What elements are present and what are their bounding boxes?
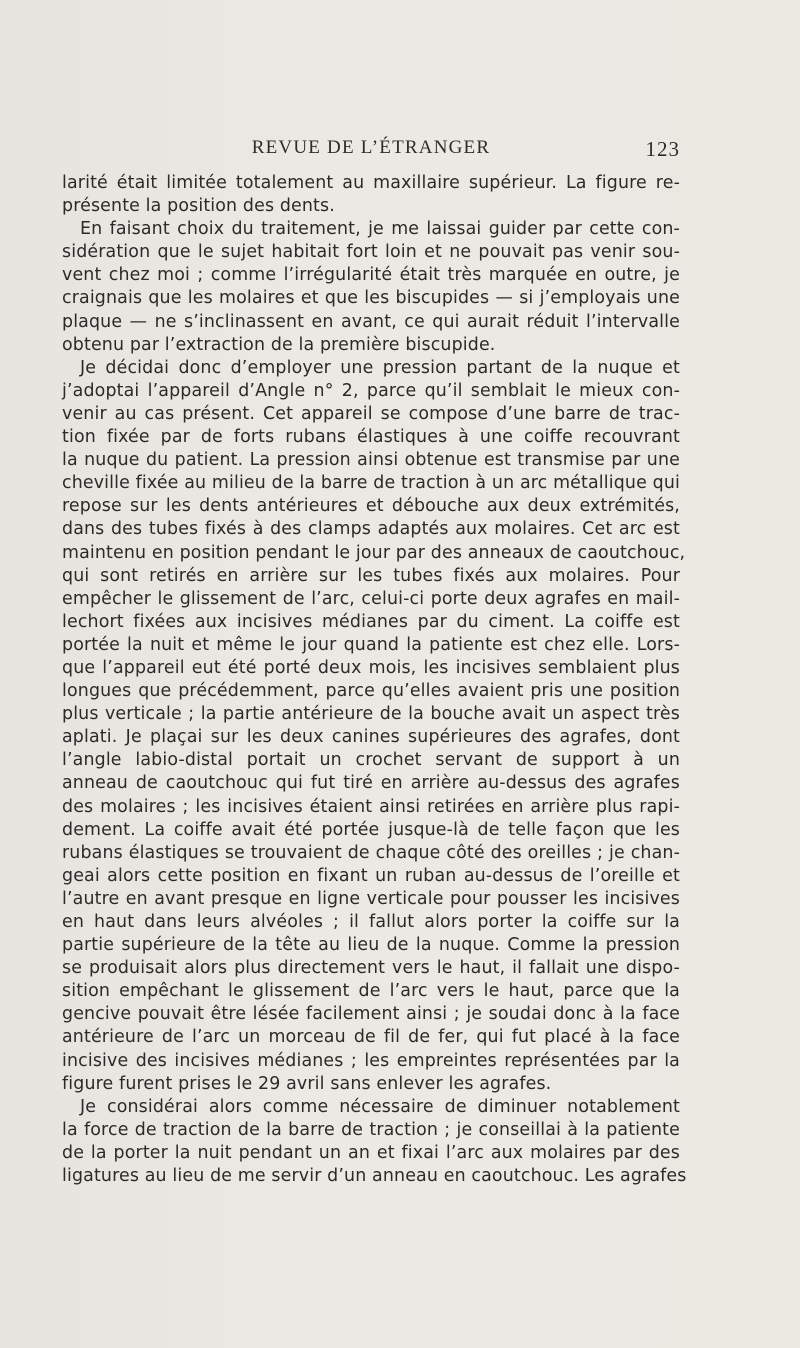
- text-line: dans des tubes fixés à des clamps adaptés aux molaires. Cet arc est: [62, 519, 680, 540]
- text-line: partie supérieure de la tête au lieu de la nuque. Comme la pression: [62, 935, 680, 956]
- text-line: lechort fixées aux incisives médianes par du ciment. La coiffe est: [62, 611, 680, 632]
- text-line: l’angle labio-distal portait un crochet servant de support à un: [62, 750, 680, 771]
- text-line: tion fixée par de forts rubans élastiques à une coiffe recouvrant: [62, 427, 680, 448]
- text-line: sition empêchant le glissement de l’arc vers le haut, parce que la: [62, 981, 680, 1002]
- text-line: repose sur les dents antérieures et débouche aux deux extrémités,: [62, 496, 680, 517]
- text-line: de la porter la nuit pendant un an et fixai l’arc aux molaires par des: [62, 1142, 680, 1163]
- text-line: vent chez moi ; comme l’irrégularité était très marquée en outre, je: [62, 265, 680, 286]
- text-line: que l’appareil eut été porté deux mois, les incisives semblaient plus: [62, 657, 680, 678]
- text-line: la nuque du patient. La pression ainsi obtenue est transmise par une: [62, 450, 680, 471]
- text-line: gencive pouvait être lésée facilement ainsi ; je soudai donc à la face: [62, 1004, 680, 1025]
- text-line: portée la nuit et même le jour quand la patiente est chez elle. Lors-: [62, 634, 680, 655]
- text-line: j’adoptai l’appareil d’Angle n° 2, parce qu’il semblait le mieux con-: [62, 380, 680, 401]
- text-line: obtenu par l’extraction de la première biscupide.: [62, 334, 496, 355]
- text-line: plaque — ne s’inclinassent en avant, ce qui aurait réduit l’intervalle: [62, 311, 680, 332]
- text-line: présente la position des dents.: [62, 196, 335, 217]
- text-line: craignais que les molaires et que les biscupides — si j’employais une: [62, 288, 680, 309]
- text-line: anneau de caoutchouc qui fut tiré en arrière au-dessus des agrafes: [62, 773, 680, 794]
- text-line: incisive des incisives médianes ; les empreintes représentées par la: [62, 1050, 680, 1071]
- text-line: plus verticale ; la partie antérieure de la bouche avait un aspect très: [62, 704, 680, 725]
- text-line: se produisait alors plus directement vers le haut, il fallait une dispo-: [62, 958, 680, 979]
- text-line: l’autre en avant presque en ligne verticale pour pousser les incisives: [62, 888, 680, 909]
- text-line: antérieure de l’arc un morceau de fil de fer, qui fut placé à la face: [62, 1027, 680, 1048]
- text-line: longues que précédemment, parce qu’elles avaient pris une position: [62, 681, 680, 702]
- text-line: cheville fixée au milieu de la barre de traction à un arc métallique qui: [62, 473, 680, 494]
- page-number: 123: [645, 137, 680, 161]
- text-line: dement. La coiffe avait été portée jusque-là de telle façon que les: [62, 819, 680, 840]
- text-line: geai alors cette position en fixant un ruban au-dessus de l’oreille et: [62, 865, 680, 886]
- text-line: en haut dans leurs alvéoles ; il fallut alors porter la coiffe sur la: [62, 912, 680, 932]
- text-line: En faisant choix du traitement, je me laissai guider par cette con-: [80, 219, 680, 240]
- text-line: figure furent prises le 29 avril sans enlever les agrafes.: [62, 1073, 552, 1094]
- text-line: Je décidai donc d’employer une pression partant de la nuque et: [80, 357, 680, 378]
- text-line: ligatures au lieu de me servir d’un anneau en caoutchouc. Les agrafes: [62, 1166, 687, 1187]
- text-line: rubans élastiques se trouvaient de chaque côté des oreilles ; je chan-: [62, 842, 680, 863]
- text-line: aplati. Je plaçai sur les deux canines supérieures des agrafes, dont: [62, 727, 680, 748]
- text-line: maintenu en position pendant le jour par des anneaux de caoutchouc,: [62, 542, 686, 563]
- text-line: larité était limitée totalement au maxillaire supérieur. La figure re-: [62, 173, 680, 193]
- text-line: empêcher le glissement de l’arc, celui-ci porte deux agrafes en mail-: [62, 588, 680, 609]
- page-header: [62, 137, 680, 167]
- running-title: REVUE DE L’ÉTRANGER: [251, 137, 491, 158]
- text-line: des molaires ; les incisives étaient ainsi retirées en arrière plus rapi-: [62, 796, 680, 817]
- text-line: Je considérai alors comme nécessaire de diminuer notablement: [80, 1096, 680, 1117]
- body-text: [62, 172, 687, 1188]
- text-line: sidération que le sujet habitait fort loin et ne pouvait pas venir sou-: [62, 242, 680, 263]
- text-line: qui sont retirés en arrière sur les tubes fixés aux molaires. Pour: [62, 565, 680, 586]
- text-line: la force de traction de la barre de traction ; je conseillai à la patiente: [62, 1119, 680, 1140]
- text-line: venir au cas présent. Cet appareil se compose d’une barre de trac-: [62, 403, 680, 424]
